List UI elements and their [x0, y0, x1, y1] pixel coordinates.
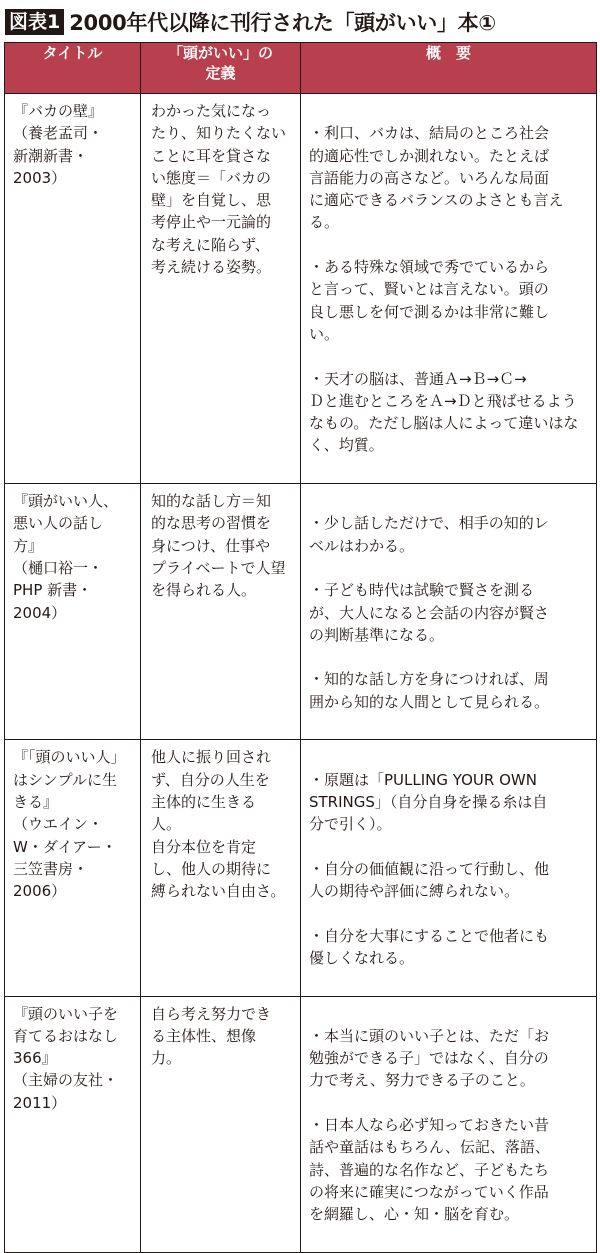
- summary-item: ・自分の価値観に沿って行動し、他 人の期待や評価に縛られない。: [309, 859, 550, 901]
- summary-item: ・本当に頭のいい子とは、ただ「お 勉強ができる子」ではなく、自分の 力で考え、努力できる子のこと。: [309, 1026, 550, 1090]
- summary-item: ・利口、バカは、結局のところ社会 的適応性でしか測れない。たとえば 言語能力の高さなど。いろんな局面 に適応できるバランスのよさとも言え る。: [309, 124, 564, 232]
- summary-item: ・原題は「PULLING YOUR OWN STRINGS」（自分自身を操る糸は自 分で引く）。: [309, 770, 548, 834]
- table-row: [5, 740, 597, 996]
- summary-cell: [301, 94, 597, 484]
- header-definition: 「頭がいい」の 定義: [141, 43, 301, 94]
- summary-cell: [301, 740, 597, 996]
- figure-title: 2000年代以降に刊行された「頭がいい」本①: [69, 11, 496, 35]
- definition-text: 他人に振り回され ず、自分の人生を 主体的に生きる 人。 自分本位を肯定 し、他人の期待に 縛られない自由さ。: [151, 748, 286, 901]
- book-title-cell: [5, 94, 141, 484]
- book-title-cell: [5, 996, 141, 1252]
- definition-text: わかった気になっ たり、知りたくない ことに耳を貸さな い態度＝「バカの 壁」を自覚し、思 考停止や一元論的 な考えに陥らず、 考え続ける姿勢。: [151, 102, 287, 277]
- definition-cell: [141, 996, 301, 1252]
- book-title: 『「頭のいい人」 はシンプルに生 きる』 （ウエイン・ W・ダイアー・ 三笠書房・ 2006）: [13, 748, 126, 901]
- summary-item: ・自分を大事にすることで他者にも 優しくなれる。: [309, 926, 550, 967]
- summary-item: ・知的な話し方を身につければ、周 囲から知的な人間として見られる。: [309, 670, 550, 711]
- definition-text: 自ら考え努力でき る主体性、想像 力。: [151, 1004, 272, 1068]
- summary-cell: [301, 484, 597, 740]
- summary-item: ・ある特殊な領域で秀でているから と言って、賢いとは言えない。頭の 良し悪しを何で測るかは非常に難し い。: [309, 258, 550, 343]
- header-summary: 概 要: [301, 43, 597, 94]
- book-title-cell: [5, 484, 141, 740]
- summary-item: ・天才の脳は、普通Ａ→Ｂ→Ｃ→ Ｄと進むところをＡ→Ｄと飛ばせるよう なもの。ただし脳は人によって違いはな く、均質。: [309, 369, 579, 455]
- figure-badge: 図表1: [5, 9, 64, 35]
- figure-title-row: [5, 7, 496, 37]
- summary-item: ・少し話しただけで、相手の知的レ ベルはわかる。: [309, 514, 549, 555]
- books-table: [4, 42, 597, 1253]
- table-header-row: [5, 43, 597, 94]
- book-title-cell: [5, 740, 141, 996]
- header-title: タイトル: [5, 43, 141, 94]
- definition-cell: [141, 484, 301, 740]
- definition-cell: [141, 94, 301, 484]
- book-title: 『頭のいい子を 育てるおはなし 366』 （主婦の友社・ 2011）: [13, 1004, 119, 1112]
- table-row: [5, 484, 597, 740]
- table-row: [5, 996, 597, 1252]
- book-title: 『頭がいい人、 悪い人の話し 方』 （樋口裕一・ PHP 新書・ 2004）: [13, 492, 119, 622]
- definition-text: 知的な話し方＝知 的な思考の習慣を 身につけ、仕事や プライベートで人望 を得られる人。: [151, 492, 286, 600]
- summary-item: ・日本人なら必ず知っておきたい昔 話や童話はもちろん、伝記、落語、 詩、普遍的な名作など、子どもたち の将来に確実につながっていく作品 を網羅し、心・知・脳を育む。: [309, 1116, 550, 1224]
- definition-cell: [141, 740, 301, 996]
- table-row: [5, 94, 597, 484]
- book-title: 『バカの壁』 （養老孟司・ 新潮新書・ 2003）: [13, 102, 104, 187]
- summary-cell: [301, 996, 597, 1252]
- summary-item: ・子ども時代は試験で賢さを測る が、大人になると会話の内容が賢さ の判断基準になる。: [309, 581, 550, 644]
